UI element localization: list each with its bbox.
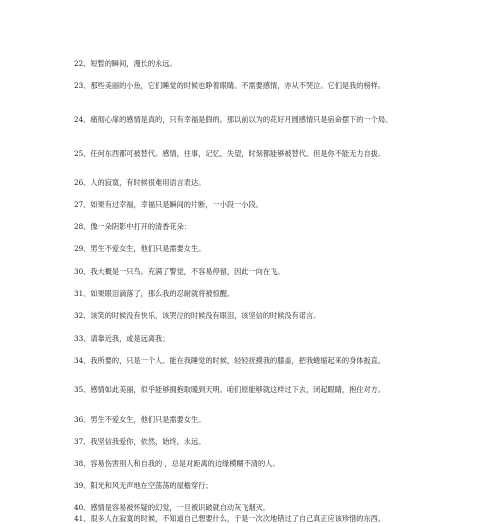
item-number: 26 [74, 178, 84, 187]
item-text: 、感情是容易被怀疑的幻觉，一旦被识破就自动灰飞烟灭。 [83, 503, 271, 512]
item-number: 31 [74, 289, 84, 298]
item-number: 36 [74, 415, 84, 424]
item-text: 、痛彻心扉的感情是真的，只有幸福是假的。那以前以为的花好月圆感情只是宿命摆下的一个局。 [83, 115, 393, 124]
list-item [74, 414, 205, 425]
item-text: 、该笑的时候没有快乐，该哭泣的时候没有眼泪，该坚信的时候没有诺言。 [83, 311, 321, 320]
list-item [74, 355, 385, 366]
list-item [74, 513, 385, 524]
item-number: 25 [74, 149, 84, 158]
item-number: 39 [74, 481, 84, 490]
item-number: 28 [74, 222, 84, 231]
list-item [74, 384, 385, 395]
list-item [74, 177, 205, 188]
item-number: 35 [74, 385, 84, 394]
item-text: 、男生不爱女生，他们只是需要女生。 [83, 415, 206, 424]
item-text: 、如果有过幸福，幸福只是瞬间的片断，一小段一小段。 [83, 200, 263, 209]
item-text: 、感情如此美丽，似乎能够拥抱取暖到天明。咱们原能够就这样过下去，闭起眼睛，抱住对方。 [83, 385, 386, 394]
list-item [74, 148, 385, 159]
item-number: 24 [74, 115, 84, 124]
item-number: 38 [74, 459, 84, 468]
item-number: 29 [74, 244, 84, 253]
list-item [74, 266, 284, 277]
list-item [74, 243, 205, 254]
item-number: 22 [74, 59, 84, 68]
list-item [74, 458, 280, 469]
item-text: 、短暂的瞬间，漫长的永远。 [83, 59, 177, 68]
item-text: 、人的寂寞，有时候很难用语言表达。 [83, 178, 206, 187]
item-number: 37 [74, 437, 84, 446]
item-text: 、任何东西都可被替代。感情，往事，记忆，失望，时刻都能够被替代。但是你不能无力自拔。 [83, 149, 386, 158]
item-text: 、我所要的，只是一个人。能在我睡觉的时候，轻轻抚摸我的膝盖，把我蜷缩起来的身体扳直。 [83, 356, 386, 365]
item-number: 30 [74, 267, 84, 276]
item-text: 、我坚信我爱你，依然，始终，永远。 [83, 437, 206, 446]
item-text: 、那些美丽的小鱼，它们睡觉的时候也睁着眼睛。不需要感情，亦从不哭泣。它们是我的榜样。 [83, 81, 386, 90]
item-number: 41 [74, 514, 84, 523]
item-number: 40 [74, 503, 84, 512]
list-item [74, 199, 263, 210]
item-text: 、如果眼泪滴落了，那么我的忍耐就将被惊醒。 [83, 289, 235, 298]
list-item [74, 502, 270, 513]
list-item [74, 480, 213, 491]
item-text: 、请靠近我，或是远离我； [83, 334, 170, 343]
item-number: 27 [74, 200, 84, 209]
list-item [74, 333, 169, 344]
list-item [74, 310, 320, 321]
item-text: 、男生不爱女生，他们只是需要女生。 [83, 244, 206, 253]
list-item [74, 114, 392, 125]
item-number: 23 [74, 81, 84, 90]
item-number: 34 [74, 356, 84, 365]
item-text: 、很多人在寂寞的时候，不知道自己想要什么，于是一次次地错过了自己真正应该珍惜的东西。 [83, 514, 386, 523]
list-item [74, 436, 205, 447]
item-text: 、我大概是一只鸟。充满了警觉，不容易停留，因此一向在飞。 [83, 267, 285, 276]
item-text: 、像一朵阴影中打开的清香花朵： [83, 222, 191, 231]
list-item [74, 58, 177, 69]
item-text: 、阳光和风无声地在空荡荡的屋檐穿行； [83, 481, 213, 490]
item-text: 、容易伤害别人和自我的 ，总是对距离的边缘模糊不清的人。 [83, 459, 280, 468]
item-number: 32 [74, 311, 84, 320]
item-number: 33 [74, 334, 84, 343]
list-item [74, 80, 385, 91]
list-item [74, 288, 234, 299]
list-item [74, 221, 191, 232]
